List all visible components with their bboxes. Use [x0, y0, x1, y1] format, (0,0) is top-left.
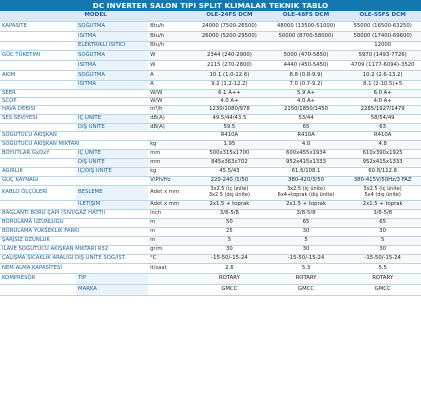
row-value — [191, 42, 268, 51]
table-row — [0, 210, 421, 219]
row-unit: W/W — [148, 90, 191, 98]
row-label: ŞARJSIZ UZUNLUK — [0, 237, 148, 246]
row-unit: kg — [148, 168, 191, 177]
row-sublabel: TİP — [76, 274, 148, 285]
table-row — [0, 22, 421, 32]
table-row — [0, 274, 421, 285]
row-value: 380-420/3/50 — [268, 177, 345, 186]
table-row — [0, 98, 421, 106]
row-label: SOĞUTUCU AKIŞKAN MIKTARI — [0, 141, 148, 150]
row-value: 2x1.5 + toprak — [268, 201, 345, 210]
row-value: 59.5 — [191, 124, 268, 132]
row-unit: A — [148, 81, 191, 90]
row-value: 4.0 A+ — [344, 98, 421, 106]
row-sublabel: SOĞUTMA — [76, 22, 148, 32]
table-row — [0, 219, 421, 228]
table-row — [0, 61, 421, 71]
row-unit: m — [148, 219, 191, 228]
row-value: ROTARY — [344, 274, 421, 285]
row-value: 600x455x1934 — [268, 150, 345, 159]
row-value: 63 — [344, 124, 421, 132]
row-value: 2344 (240-2900) — [191, 51, 268, 61]
table-row — [0, 159, 421, 168]
row-unit: Btu/h — [148, 32, 191, 42]
row-value: 55000 (16500-63250) — [344, 22, 421, 32]
row-label: BOYUTLAR GxDxY — [0, 150, 76, 159]
row-value: 58/54/49 — [344, 115, 421, 124]
row-label — [0, 42, 76, 51]
row-value: 4.0 A+ — [268, 98, 345, 106]
row-value: 10.1 (1.0-12.6) — [191, 71, 268, 81]
row-unit — [148, 132, 191, 141]
row-value: 5970 (1493-7726) — [344, 51, 421, 61]
model-3-header: OLE-55FS DCM — [344, 11, 421, 22]
row-value: 65 — [268, 219, 345, 228]
row-sublabel: BESLEME — [76, 186, 148, 201]
table-title: DC INVERTER SALON TIPI SPLIT KLIMALAR TEKNIK TABLO — [0, 0, 421, 11]
row-label — [0, 61, 76, 71]
row-value: 60.8/112.8 — [344, 168, 421, 177]
row-value: 5.5 — [344, 264, 421, 274]
row-unit — [148, 285, 191, 296]
row-value: 2x1.5 + toprak — [344, 201, 421, 210]
row-value: 3/8-5/8 — [191, 210, 268, 219]
table-row — [0, 90, 421, 98]
row-value: -15-50/-15-24 — [344, 255, 421, 264]
row-value: 26000 (5200-29500) — [191, 32, 268, 42]
row-unit: Btu/h — [148, 22, 191, 32]
row-value: 5 — [268, 237, 345, 246]
row-value: 30 — [344, 228, 421, 237]
row-label — [0, 201, 76, 210]
row-label: BORULAMA YÜKSEKLİK FARKI — [0, 228, 148, 237]
row-value: 952x415x1333 — [268, 159, 345, 168]
row-sublabel: ISITMA — [76, 61, 148, 71]
row-value: 4.0 A+ — [191, 98, 268, 106]
row-unit: W — [148, 51, 191, 61]
row-unit: A — [148, 71, 191, 81]
row-value: 61.6/108.1 — [268, 168, 345, 177]
row-unit: mm — [148, 159, 191, 168]
row-label — [0, 81, 76, 90]
row-value: 45.5/43 — [191, 168, 268, 177]
row-label: AĞIRLIK — [0, 168, 76, 177]
row-sublabel: SOĞUTMA — [76, 71, 148, 81]
row-value: 2x1.5 + toprak — [191, 201, 268, 210]
row-value: 4.8 — [344, 141, 421, 150]
table-row — [0, 124, 421, 132]
row-label: AKIM — [0, 71, 76, 81]
row-sublabel: İÇ/DIŞ ÜNİTE — [76, 168, 148, 177]
row-value: R410A — [268, 132, 345, 141]
row-value: -15-50/-15-24 — [191, 255, 268, 264]
row-value: 9.2 (1.2-12.2) — [191, 81, 268, 90]
row-unit: kg — [148, 141, 191, 150]
row-value: GMCC — [344, 285, 421, 296]
row-sublabel: İÇ ÜNİTE — [76, 115, 148, 124]
row-label: SOĞUTUCU AKIŞKAN — [0, 132, 148, 141]
row-value: 50 — [191, 219, 268, 228]
row-value: R410A — [191, 132, 268, 141]
row-sublabel: ISITMA — [76, 32, 148, 42]
row-label — [0, 285, 76, 296]
row-unit: W/W — [148, 98, 191, 106]
table-row — [0, 228, 421, 237]
row-value: ROTARY — [191, 274, 268, 285]
row-value: 30 — [191, 246, 268, 255]
table-row — [0, 177, 421, 186]
row-unit: Btu/h — [148, 42, 191, 51]
row-value: 6.0 A+ — [344, 90, 421, 98]
row-value: 5.3 — [268, 264, 345, 274]
row-sublabel: ISITMA — [76, 81, 148, 90]
row-label: SEER — [0, 90, 148, 98]
model-2-header: OLE-48FS DCM — [268, 11, 345, 22]
row-value: 10.2 (2.6-13.2) — [344, 71, 421, 81]
table-row — [0, 168, 421, 177]
row-sublabel: MARKA — [76, 285, 148, 296]
row-value: 3/8-5/8 — [268, 210, 345, 219]
row-sublabel: DIŞ ÜNİTE — [76, 159, 148, 168]
row-unit — [148, 274, 191, 285]
row-value: 30 — [268, 228, 345, 237]
row-label — [0, 159, 76, 168]
row-value: R410A — [344, 132, 421, 141]
table-row — [0, 246, 421, 255]
table-row — [0, 42, 421, 51]
row-unit: dB(A) — [148, 124, 191, 132]
row-label: HAVA DEBİSİ — [0, 106, 148, 115]
row-value: 3x2.5 (iç ünite) 3x2.5 (dış ünite) — [191, 186, 268, 201]
row-value: 500x315x1700 — [191, 150, 268, 159]
row-value: 24000 (7500-26500) — [191, 22, 268, 32]
row-value: 50000 (8700-58000) — [268, 32, 345, 42]
row-value: 5000 (470-5850) — [268, 51, 345, 61]
row-value: 30 — [268, 246, 345, 255]
row-value: ROTARY — [268, 274, 345, 285]
row-value: 5x2.5 (iç ünite) 5x4 (dış ünite) — [344, 186, 421, 201]
row-label: BORULAMA UZUNLUĞU — [0, 219, 148, 228]
table-row — [0, 106, 421, 115]
row-label — [0, 32, 76, 42]
table-row — [0, 201, 421, 210]
row-value: 845x363x702 — [191, 159, 268, 168]
row-sublabel: İÇ ÜNİTE — [76, 150, 148, 159]
row-label: SCOP — [0, 98, 148, 106]
row-value: 4709 (1177-6094)-3520 — [344, 61, 421, 71]
table-row — [0, 141, 421, 150]
spec-table — [0, 11, 421, 296]
row-label: KOMPRESÖR — [0, 274, 76, 285]
spec-table-body — [0, 11, 421, 296]
row-value: 30 — [344, 246, 421, 255]
row-value: 2115 (270-2800) — [191, 61, 268, 71]
row-value: 8.8 (0.8-9.9) — [268, 71, 345, 81]
row-value: 65 — [268, 124, 345, 132]
row-value: 952x415x1333 — [344, 159, 421, 168]
row-unit: gr/m — [148, 246, 191, 255]
row-value: 8.1 (2-10.5)+5 — [344, 81, 421, 90]
row-value: 53/44 — [268, 115, 345, 124]
row-value — [268, 42, 345, 51]
header-row — [0, 11, 421, 22]
row-value: 2.6 — [191, 264, 268, 274]
table-row — [0, 132, 421, 141]
row-value: 1230/1080/978 — [191, 106, 268, 115]
table-row — [0, 285, 421, 296]
table-row — [0, 237, 421, 246]
row-label: GÜC TÜKETIMI — [0, 51, 76, 61]
table-row — [0, 32, 421, 42]
row-label: NEM ALMA KAPASİTESİ — [0, 264, 148, 274]
row-label: KABLO ÖLÇÜLERİ — [0, 186, 76, 201]
row-value: 65 — [344, 219, 421, 228]
row-value: 4440 (450-5450) — [268, 61, 345, 71]
row-unit: inch — [148, 210, 191, 219]
row-value: 5.9 A+ — [268, 90, 345, 98]
table-row — [0, 264, 421, 274]
row-value: 58000 (17400-69600) — [344, 32, 421, 42]
row-label: SES SEVİYESİ — [0, 115, 76, 124]
table-row — [0, 255, 421, 264]
row-value: 7.0 (0.7-9.2) — [268, 81, 345, 90]
row-sublabel: İLETİŞİM — [76, 201, 148, 210]
row-value: GMCC — [191, 285, 268, 296]
row-label: ÇALIŞMA SICAKLIK ARALIĞI DIŞ ÜNİTE SOĞ/IST. — [0, 255, 148, 264]
row-unit: m — [148, 237, 191, 246]
row-unit: Adet x mm — [148, 201, 191, 210]
row-value: 2150/1850/1450 — [268, 106, 345, 115]
row-unit: V/Ph/Hz — [148, 177, 191, 186]
row-value: 48000 (13500-51000) — [268, 22, 345, 32]
row-unit: m³/h — [148, 106, 191, 115]
row-value: 380-415V/50Hz/3 FAZ — [344, 177, 421, 186]
row-value: 3x2.5 (iç ünite) 6x4+toprak (dış ünite) — [268, 186, 345, 201]
row-unit: lt/saat — [148, 264, 191, 274]
table-row — [0, 115, 421, 124]
row-label: KAPASITE — [0, 22, 76, 32]
table-row — [0, 51, 421, 61]
row-label: BAĞLANTI BORU ÇAPI (SIVI/GAZ HATTI) — [0, 210, 148, 219]
row-unit: dB(A) — [148, 115, 191, 124]
row-value: 12000 — [344, 42, 421, 51]
table-row — [0, 186, 421, 201]
row-value: -15-50/-15-24 — [268, 255, 345, 264]
row-value: 4.0 — [268, 141, 345, 150]
row-unit: mm — [148, 150, 191, 159]
row-value: 5 — [344, 237, 421, 246]
row-value: 3/8-5/8 — [344, 210, 421, 219]
row-value: 5 — [191, 237, 268, 246]
row-value: 220-240 /1/50 — [191, 177, 268, 186]
row-sublabel: ELEKTRIKLI ISITICI — [76, 42, 148, 51]
row-sublabel: DIŞ ÜNİTE — [76, 124, 148, 132]
row-unit: Adet x mm — [148, 186, 191, 201]
row-value: 2285/1927/1479 — [344, 106, 421, 115]
row-value: 6.1 A++ — [191, 90, 268, 98]
row-value: 610x390x1925 — [344, 150, 421, 159]
row-sublabel: SOĞUTMA — [76, 51, 148, 61]
row-label: İLAVE SOĞUTUCU AKIŞKAN MİKTARI R32 — [0, 246, 148, 255]
row-value: 1.95 — [191, 141, 268, 150]
model-1-header: OLE-24FS DCM — [191, 11, 268, 22]
row-unit: °C — [148, 255, 191, 264]
row-value: 25 — [191, 228, 268, 237]
table-row — [0, 71, 421, 81]
table-row — [0, 81, 421, 90]
row-label — [0, 124, 76, 132]
model-header: MODEL — [0, 11, 191, 22]
row-value: GMCC — [268, 285, 345, 296]
table-row — [0, 150, 421, 159]
row-unit: m — [148, 228, 191, 237]
row-label: GÜÇ KAYNAĞI — [0, 177, 148, 186]
row-value: 49.5/44/43.5 — [191, 115, 268, 124]
row-unit: W — [148, 61, 191, 71]
